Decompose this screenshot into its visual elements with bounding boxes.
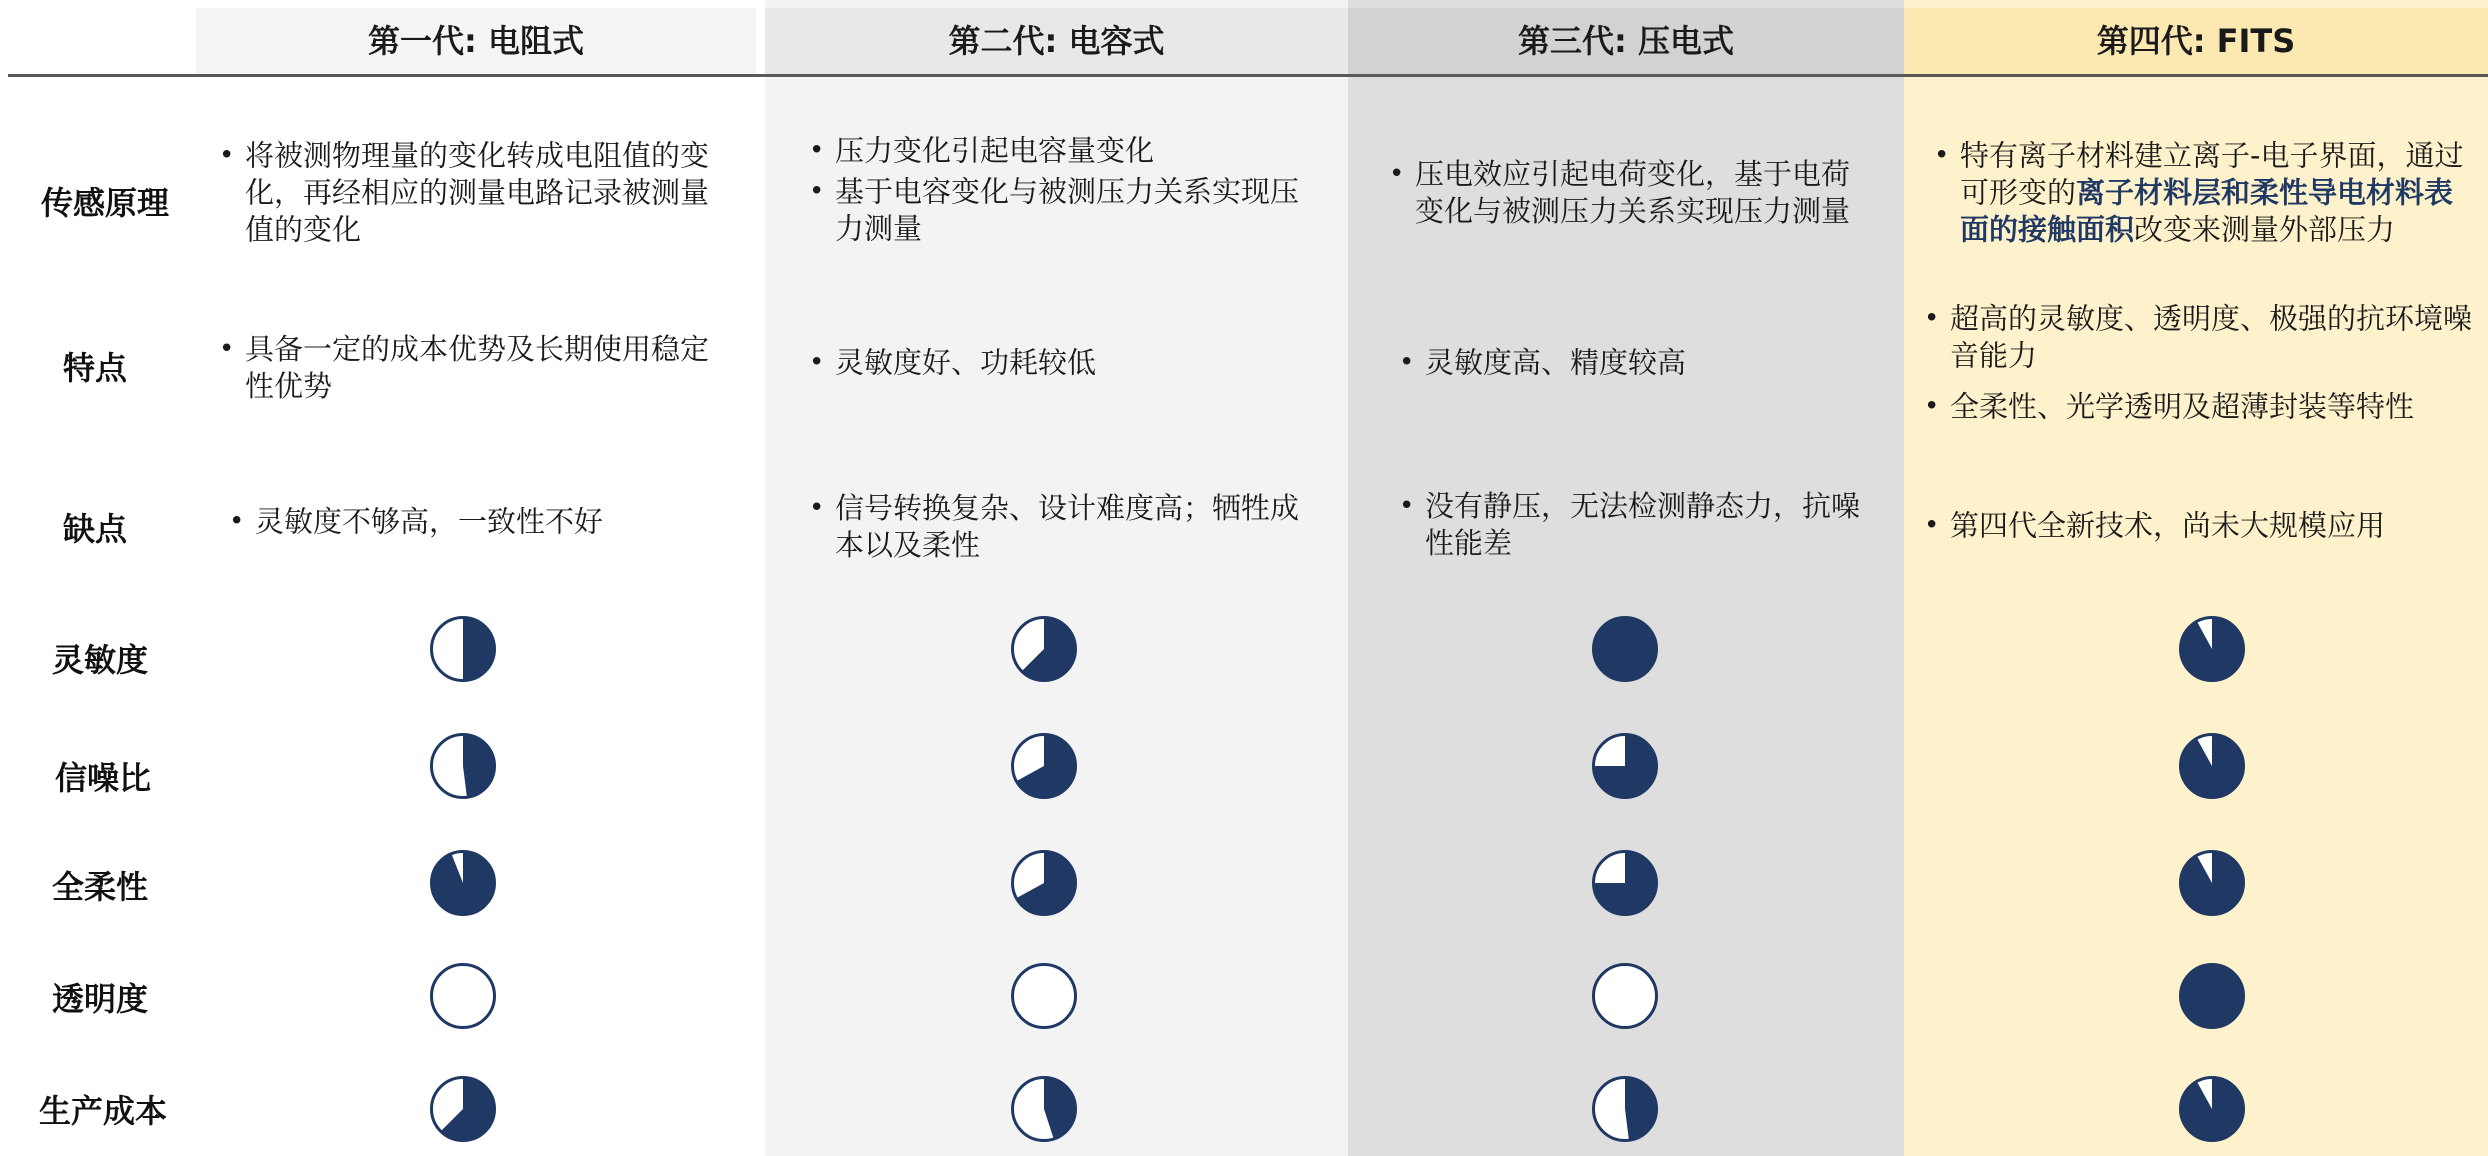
harvey-ball — [1590, 848, 1660, 918]
cell-drawbacks-gen4 — [1920, 508, 2472, 549]
harvey-ball-outline — [1594, 965, 1657, 1028]
harvey-ball-fill — [2181, 735, 2244, 798]
harvey-ball — [1590, 1074, 1660, 1144]
column-4-header: 第四代: FITS — [2096, 22, 2296, 60]
column-1-header: 第一代: 电阻式 — [368, 22, 584, 60]
harvey-ball-fill — [463, 735, 494, 798]
cell-features-gen1 — [215, 331, 735, 409]
harvey-ball-fill — [2181, 1078, 2244, 1141]
harvey-ball — [428, 961, 498, 1031]
cell-principle-gen4 — [1930, 138, 2482, 253]
harvey-ball — [2177, 614, 2247, 684]
harvey-ball-fill — [2181, 965, 2244, 1028]
bullet-text — [1930, 138, 2482, 249]
cell-drawbacks-gen2 — [805, 490, 1305, 568]
column-3-header: 第三代: 压电式 — [1518, 22, 1734, 60]
harvey-ball — [1009, 1074, 1079, 1144]
bullet-text: • 基于电容变化与被测压力关系实现压力测量 — [805, 174, 1325, 248]
rating-label-sensitivity: 灵敏度 — [51, 641, 148, 679]
rating-label-cost: 生产成本 — [38, 1092, 167, 1130]
harvey-ball — [1590, 731, 1660, 801]
bullet-text: • 具备一定的成本优势及长期使用稳定性优势 — [215, 331, 735, 405]
bullet-text: • 灵敏度高、精度较高 — [1395, 345, 1875, 382]
principle-text-part2: 改变来测量外部压力 — [2134, 212, 2396, 247]
harvey-ball — [1590, 961, 1660, 1031]
bullet-text: • 信号转换复杂、设计难度高；牺牲成本以及柔性 — [805, 490, 1305, 564]
bullet-text: • 压电效应引起电荷变化，基于电荷变化与被测压力关系实现压力测量 — [1385, 156, 1865, 230]
harvey-ball-outline — [432, 965, 495, 1028]
harvey-ball-fill — [463, 618, 495, 681]
harvey-ball — [1009, 848, 1079, 918]
harvey-ball — [2177, 1074, 2247, 1144]
harvey-ball — [428, 731, 498, 801]
harvey-ball — [1590, 614, 1660, 684]
cell-principle-gen1 — [215, 138, 735, 253]
bullet-text: • 将被测物理量的变化转成电阻值的变化，再经相应的测量电路记录被测量值的变化 — [215, 138, 735, 249]
rating-label-transparency: 透明度 — [51, 980, 148, 1018]
harvey-ball — [1009, 731, 1079, 801]
bullet-text: • 灵敏度不够高，一致性不好 — [225, 504, 745, 541]
header-divider — [8, 74, 2488, 77]
row-label-principle: 传感原理 — [40, 184, 169, 222]
cell-features-gen4 — [1920, 301, 2472, 430]
harvey-ball — [1009, 961, 1079, 1031]
rating-label-flexibility: 全柔性 — [51, 868, 148, 906]
cell-principle-gen3 — [1385, 156, 1865, 234]
harvey-ball-fill — [2181, 852, 2244, 915]
bullet-text: • 超高的灵敏度、透明度、极强的抗环境噪音能力 — [1920, 301, 2472, 375]
harvey-ball — [2177, 848, 2247, 918]
bullet-text: • 全柔性、光学透明及超薄封装等特性 — [1920, 389, 2472, 426]
bullet-text: • 没有静压，无法检测静态力，抗噪性能差 — [1395, 488, 1875, 562]
principle-text-part1: 特有离子材料建立离子-电子界面，通过可形变的 — [1960, 138, 2464, 210]
cell-drawbacks-gen1 — [225, 504, 745, 545]
harvey-ball — [2177, 731, 2247, 801]
harvey-ball — [1009, 614, 1079, 684]
cell-features-gen2 — [805, 345, 1325, 386]
bullet-text: • 第四代全新技术，尚未大规模应用 — [1920, 508, 2472, 545]
rating-label-snr: 信噪比 — [54, 759, 151, 797]
cell-features-gen3 — [1395, 345, 1875, 386]
harvey-ball — [2177, 961, 2247, 1031]
bullet-text: • 灵敏度好、功耗较低 — [805, 345, 1325, 382]
harvey-ball — [428, 848, 498, 918]
row-label-features: 特点 — [62, 349, 127, 387]
harvey-ball-fill — [1625, 1078, 1656, 1141]
harvey-ball-outline — [1013, 965, 1076, 1028]
cell-drawbacks-gen3 — [1395, 488, 1875, 566]
bullet-text: • 压力变化引起电容量变化 — [805, 133, 1325, 170]
harvey-ball-fill — [2181, 618, 2244, 681]
principle-highlight: 离子材料层和柔性导电材料表面的接触面积 — [1960, 175, 2454, 247]
column-2-header: 第二代: 电容式 — [948, 22, 1165, 60]
row-label-drawbacks: 缺点 — [62, 510, 127, 548]
harvey-ball-fill — [1594, 618, 1657, 681]
harvey-ball — [428, 1074, 498, 1144]
harvey-ball — [428, 614, 498, 684]
cell-principle-gen2 — [805, 133, 1325, 252]
